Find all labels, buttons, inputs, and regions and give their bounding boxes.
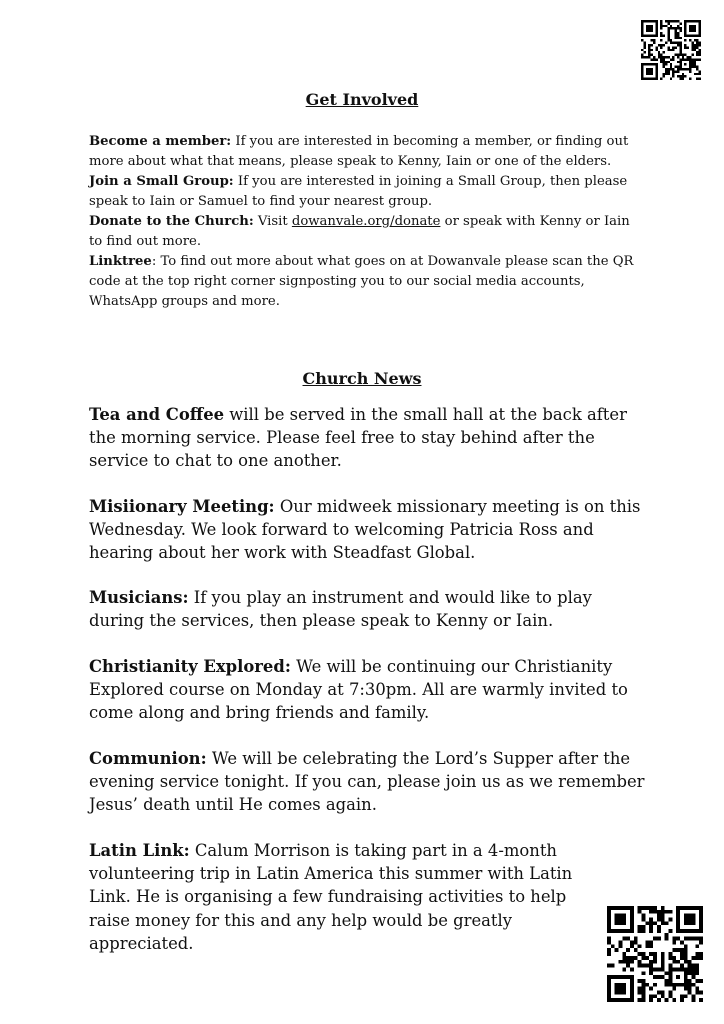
news-item-text: Our midweek missionary meeting is on this Wednesday. We look forward to welcoming Patricia Ross and hearing about her work with Steadfast Global. <box>89 497 641 563</box>
news-item-label: Communion: <box>89 749 207 768</box>
member-text: If you are interested in becoming a member, or finding out more about what that means, please speak to Kenny, Iain or one of the elders. <box>89 134 629 169</box>
news-item-text: Calum Morrison is taking part in a 4-month volunteering trip in Latin America this summer with Latin Link. He is organising a few fundraising activities to help raise money for this and any help would be greatly appreciated. <box>89 841 573 953</box>
qr-code-icon[interactable] <box>607 906 703 1002</box>
news-item-text: If you play an instrument and would like to play during the services, then please speak to Kenny or Iain. <box>89 588 592 631</box>
donate-label: Donate to the Church: <box>89 214 254 229</box>
small-group-paragraph <box>89 172 644 212</box>
news-item-label: Christianity Explored: <box>89 657 291 676</box>
news-item-text: will be served in the small hall at the back after the morning service. Please feel free to stay behind after the service to chat to one another. <box>89 405 627 471</box>
news-item-christianity-explored <box>89 655 649 725</box>
news-item-communion <box>89 747 649 817</box>
news-item-musicians <box>89 586 649 632</box>
donate-text-after: or speak with Kenny or Iain to find out more. <box>89 214 630 249</box>
news-item-label: Misiionary Meeting: <box>89 497 275 516</box>
linktree-text: : To find out more about what goes on at Dowanvale please scan the QR code at the top right corner signposting you to our social media accounts, WhatsApp groups and more. <box>89 254 634 309</box>
news-item-label: Musicians: <box>89 588 189 607</box>
news-item-latin-link <box>89 839 609 955</box>
news-item-text: We will be celebrating the Lord’s Supper after the evening service tonight. If you can, please join us as we remember Jesus’ death until He comes again. <box>89 749 645 815</box>
get-involved-heading: Get Involved <box>305 90 419 109</box>
get-involved-section <box>89 132 644 312</box>
small-group-text: If you are interested in joining a Small Group, then please speak to Iain or Samuel to find your nearest group. <box>89 174 628 209</box>
donate-link[interactable]: dowanvale.org/donate <box>291 214 441 229</box>
news-item-label: Latin Link: <box>89 841 190 860</box>
church-news-heading: Church News <box>302 369 422 388</box>
news-item-label: Tea and Coffee <box>89 405 225 424</box>
member-paragraph <box>89 132 644 172</box>
qr-code-icon[interactable] <box>641 20 701 80</box>
small-group-label: Join a Small Group: <box>89 174 234 189</box>
donate-text-before: Visit <box>257 214 288 229</box>
news-item-text: We will be continuing our Christianity Explored course on Monday at 7:30pm. All are warmly invited to come along and bring friends and family. <box>89 657 628 723</box>
donate-paragraph <box>89 212 644 252</box>
news-item-missionary-meeting <box>89 495 649 565</box>
news-item-tea-coffee <box>89 403 649 473</box>
linktree-paragraph <box>89 252 644 312</box>
member-label: Become a member: <box>89 134 232 149</box>
linktree-label: Linktree <box>89 254 152 269</box>
